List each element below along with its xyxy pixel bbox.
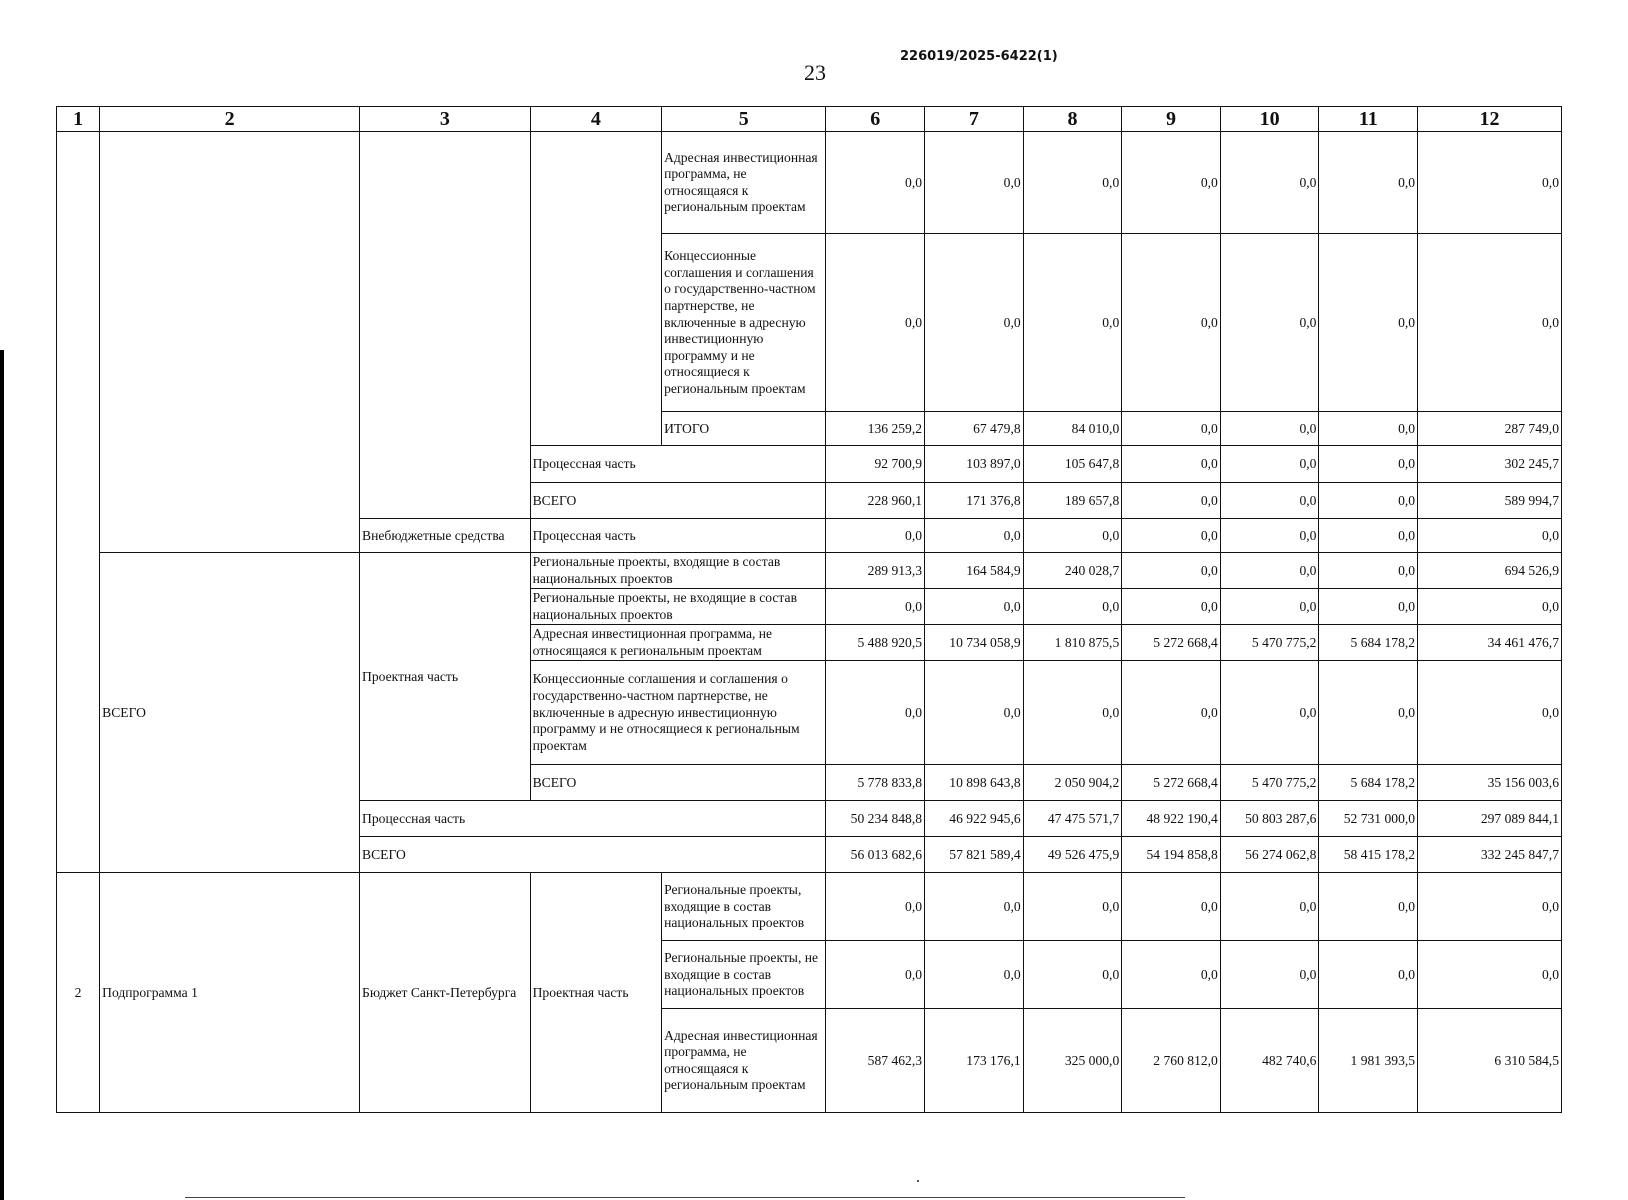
row-label: ИТОГО <box>662 412 826 446</box>
value-cell: 332 245 847,7 <box>1418 837 1562 873</box>
value-cell: 35 156 003,6 <box>1418 765 1562 801</box>
value-cell: 0,0 <box>1023 589 1122 625</box>
value-cell: 589 994,7 <box>1418 483 1562 519</box>
value-cell: 287 749,0 <box>1418 412 1562 446</box>
row-label: Концессионные соглашения и соглашения о государственно-частном партнерстве, не включенные в адресную инвестиционную программу и не относящиеся к региональным проектам <box>530 661 826 765</box>
value-cell: 189 657,8 <box>1023 483 1122 519</box>
column-header: 12 <box>1418 107 1562 132</box>
value-cell: 0,0 <box>1220 873 1319 941</box>
value-cell: 0,0 <box>826 589 925 625</box>
value-cell: 0,0 <box>826 132 925 234</box>
value-cell: 0,0 <box>1319 553 1418 589</box>
value-cell: 587 462,3 <box>826 1009 925 1113</box>
value-cell: 0,0 <box>1122 412 1221 446</box>
value-cell: 0,0 <box>1418 661 1562 765</box>
value-cell: 0,0 <box>1122 483 1221 519</box>
value-cell: 0,0 <box>1319 446 1418 483</box>
value-cell: 0,0 <box>1220 941 1319 1009</box>
value-cell: 10 734 058,9 <box>925 625 1024 661</box>
value-cell: 173 176,1 <box>925 1009 1024 1113</box>
value-cell: 0,0 <box>1220 446 1319 483</box>
value-cell: 694 526,9 <box>1418 553 1562 589</box>
document-id: 226019/2025-6422(1) <box>900 49 1058 64</box>
value-cell: 0,0 <box>1023 132 1122 234</box>
value-cell: 0,0 <box>925 941 1024 1009</box>
table-row <box>57 553 1562 589</box>
row-label: Региональные проекты, входящие в состав национальных проектов <box>530 553 826 589</box>
row-label: ВСЕГО <box>530 483 826 519</box>
bottom-rule <box>185 1197 1185 1198</box>
column-header: 2 <box>100 107 360 132</box>
column-header: 9 <box>1122 107 1221 132</box>
value-cell: 0,0 <box>1319 519 1418 553</box>
value-cell: 0,0 <box>1122 661 1221 765</box>
row-label: Процессная часть <box>530 446 826 483</box>
value-cell: 0,0 <box>1220 483 1319 519</box>
column-header: 6 <box>826 107 925 132</box>
value-cell: 0,0 <box>1122 132 1221 234</box>
value-cell: 0,0 <box>1319 132 1418 234</box>
row-label: Проектная часть <box>530 873 661 1113</box>
value-cell: 0,0 <box>1023 873 1122 941</box>
value-cell: 0,0 <box>925 873 1024 941</box>
row-label: Подпрограмма 1 <box>100 873 360 1113</box>
value-cell: 1 981 393,5 <box>1319 1009 1418 1113</box>
value-cell: 0,0 <box>1418 132 1562 234</box>
value-cell: 171 376,8 <box>925 483 1024 519</box>
value-cell: 1 810 875,5 <box>1023 625 1122 661</box>
scan-edge <box>0 350 4 1200</box>
value-cell: 50 234 848,8 <box>826 801 925 837</box>
value-cell: 0,0 <box>1220 661 1319 765</box>
value-cell: 0,0 <box>925 589 1024 625</box>
value-cell: 47 475 571,7 <box>1023 801 1122 837</box>
value-cell: 0,0 <box>1122 941 1221 1009</box>
value-cell: 5 470 775,2 <box>1220 765 1319 801</box>
value-cell: 0,0 <box>1023 519 1122 553</box>
value-cell: 54 194 858,8 <box>1122 837 1221 873</box>
value-cell: 5 488 920,5 <box>826 625 925 661</box>
value-cell: 0,0 <box>1220 234 1319 412</box>
value-cell: 5 778 833,8 <box>826 765 925 801</box>
value-cell: 0,0 <box>1319 483 1418 519</box>
value-cell: 5 272 668,4 <box>1122 765 1221 801</box>
row-label: Адресная инвестиционная программа, не относящаяся к региональным проектам <box>662 132 826 234</box>
column-header: 1 <box>57 107 100 132</box>
value-cell: 0,0 <box>1122 446 1221 483</box>
value-cell: 0,0 <box>1418 873 1562 941</box>
value-cell: 0,0 <box>1220 132 1319 234</box>
value-cell: 56 013 682,6 <box>826 837 925 873</box>
value-cell: 0,0 <box>1319 412 1418 446</box>
value-cell: 84 010,0 <box>1023 412 1122 446</box>
column-header: 5 <box>662 107 826 132</box>
value-cell: 46 922 945,6 <box>925 801 1024 837</box>
value-cell: 56 274 062,8 <box>1220 837 1319 873</box>
value-cell: 0,0 <box>1319 234 1418 412</box>
value-cell: 2 050 904,2 <box>1023 765 1122 801</box>
value-cell: 0,0 <box>1418 941 1562 1009</box>
value-cell: 58 415 178,2 <box>1319 837 1418 873</box>
row-label: ВСЕГО <box>100 553 360 873</box>
value-cell: 105 647,8 <box>1023 446 1122 483</box>
value-cell: 0,0 <box>925 234 1024 412</box>
value-cell: 92 700,9 <box>826 446 925 483</box>
continuation-cell <box>360 132 531 519</box>
value-cell: 0,0 <box>1023 661 1122 765</box>
value-cell: 0,0 <box>1220 553 1319 589</box>
row-label: Региональные проекты, не входящие в состав национальных проектов <box>530 589 826 625</box>
row-label: Проектная часть <box>360 553 531 801</box>
row-label: Адресная инвестиционная программа, не относящаяся к региональным проектам <box>530 625 826 661</box>
value-cell: 0,0 <box>1220 519 1319 553</box>
row-label: Процессная часть <box>530 519 826 553</box>
page-number: 23 <box>804 60 826 85</box>
value-cell: 482 740,6 <box>1220 1009 1319 1113</box>
continuation-cell <box>530 132 661 446</box>
value-cell: 0,0 <box>1319 661 1418 765</box>
value-cell: 52 731 000,0 <box>1319 801 1418 837</box>
column-header: 3 <box>360 107 531 132</box>
value-cell: 0,0 <box>1023 941 1122 1009</box>
value-cell: 164 584,9 <box>925 553 1024 589</box>
value-cell: 0,0 <box>1122 589 1221 625</box>
value-cell: 0,0 <box>826 661 925 765</box>
row-number: 2 <box>57 873 100 1113</box>
value-cell: 103 897,0 <box>925 446 1024 483</box>
value-cell: 0,0 <box>826 234 925 412</box>
value-cell: 6 310 584,5 <box>1418 1009 1562 1113</box>
value-cell: 5 684 178,2 <box>1319 625 1418 661</box>
value-cell: 0,0 <box>1418 589 1562 625</box>
row-label: Региональные проекты, не входящие в состав национальных проектов <box>662 941 826 1009</box>
value-cell: 5 684 178,2 <box>1319 765 1418 801</box>
value-cell: 0,0 <box>1319 589 1418 625</box>
column-header: 7 <box>925 107 1024 132</box>
value-cell: 50 803 287,6 <box>1220 801 1319 837</box>
value-cell: 297 089 844,1 <box>1418 801 1562 837</box>
value-cell: 0,0 <box>925 661 1024 765</box>
row-label: Процессная часть <box>360 801 826 837</box>
column-header: 8 <box>1023 107 1122 132</box>
value-cell: 2 760 812,0 <box>1122 1009 1221 1113</box>
column-header: 11 <box>1319 107 1418 132</box>
scan-speck <box>917 1180 919 1182</box>
value-cell: 10 898 643,8 <box>925 765 1024 801</box>
continuation-cell <box>100 132 360 553</box>
value-cell: 0,0 <box>925 132 1024 234</box>
row-label: Адресная инвестиционная программа, не относящаяся к региональным проектам <box>662 1009 826 1113</box>
value-cell: 0,0 <box>1122 234 1221 412</box>
value-cell: 325 000,0 <box>1023 1009 1122 1113</box>
row-label: ВСЕГО <box>360 837 826 873</box>
column-header: 10 <box>1220 107 1319 132</box>
value-cell: 0,0 <box>925 519 1024 553</box>
row-label: Концессионные соглашения и соглашения о государственно-частном партнерстве, не включенные в адресную инвестиционную программу и не относящиеся к региональным проектам <box>662 234 826 412</box>
budget-table <box>56 106 1562 1113</box>
value-cell: 0,0 <box>1319 873 1418 941</box>
value-cell: 0,0 <box>1122 553 1221 589</box>
value-cell: 0,0 <box>826 873 925 941</box>
value-cell: 0,0 <box>1319 941 1418 1009</box>
column-header-row <box>57 107 1562 132</box>
value-cell: 49 526 475,9 <box>1023 837 1122 873</box>
value-cell: 0,0 <box>1418 234 1562 412</box>
value-cell: 228 960,1 <box>826 483 925 519</box>
value-cell: 0,0 <box>826 519 925 553</box>
value-cell: 5 272 668,4 <box>1122 625 1221 661</box>
value-cell: 0,0 <box>1418 519 1562 553</box>
value-cell: 0,0 <box>1122 519 1221 553</box>
value-cell: 0,0 <box>1220 589 1319 625</box>
table-row <box>57 873 1562 941</box>
column-header: 4 <box>530 107 661 132</box>
value-cell: 136 259,2 <box>826 412 925 446</box>
value-cell: 240 028,7 <box>1023 553 1122 589</box>
value-cell: 57 821 589,4 <box>925 837 1024 873</box>
value-cell: 5 470 775,2 <box>1220 625 1319 661</box>
value-cell: 289 913,3 <box>826 553 925 589</box>
value-cell: 302 245,7 <box>1418 446 1562 483</box>
value-cell: 67 479,8 <box>925 412 1024 446</box>
row-label: Внебюджетные средства <box>360 519 531 553</box>
value-cell: 48 922 190,4 <box>1122 801 1221 837</box>
row-label: Региональные проекты, входящие в состав национальных проектов <box>662 873 826 941</box>
value-cell: 0,0 <box>1220 412 1319 446</box>
value-cell: 0,0 <box>1023 234 1122 412</box>
table-row <box>57 132 1562 234</box>
row-label: ВСЕГО <box>530 765 826 801</box>
row-number-cell <box>57 132 100 873</box>
value-cell: 0,0 <box>1122 873 1221 941</box>
row-label: Бюджет Санкт-Петербурга <box>360 873 531 1113</box>
value-cell: 0,0 <box>826 941 925 1009</box>
value-cell: 34 461 476,7 <box>1418 625 1562 661</box>
